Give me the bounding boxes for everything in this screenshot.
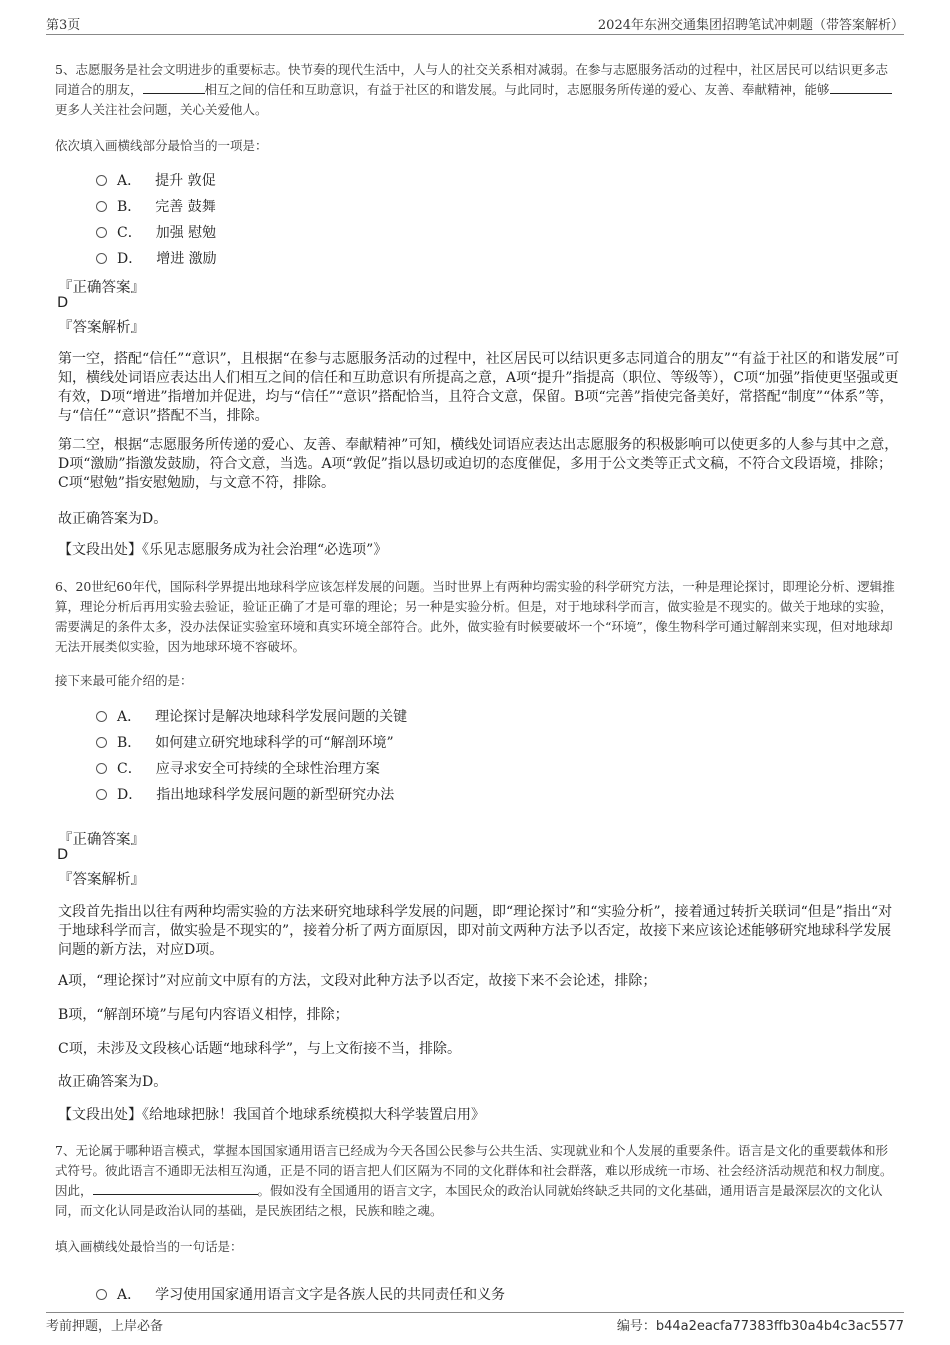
q5-instruction: 依次填入画横线部分最恰当的一项是： [55, 138, 268, 153]
q6-analysis-label: 『答案解析』 [58, 872, 145, 888]
q5-answer-label: 『正确答案』 [58, 280, 145, 296]
q6-option-c[interactable]: C． 应寻求安全可持续的全球性治理方案 [96, 758, 380, 778]
radio-icon[interactable] [96, 227, 107, 238]
footer-slogan: 考前押题，上岸必备 [46, 1319, 164, 1334]
question-6-text: 6、20世纪60年代，国际科学界提出地球科学应该怎样发展的问题。当时世界上有两种均需实验的科学研究方法，一种是理论探讨，即理论分析、逻辑推算，理论分析后再用实验去验证，验证正确了才是可靠的理论；另一种是实验分析。但是，对于地球科学而言，做实验是不现实的。做关于地球的实验，需要满足的条件太多，没办法保证实验室环境和真实环境全部符合。此外，做实验有时候要破坏一个“环境”，像生物科学可通过解剖来实现，但对地球却无法开展类似实验，因为地球环境不容破坏。 [55, 579, 895, 654]
question-5-text [55, 60, 895, 120]
q5-analysis-3: 故正确答案为D。 [58, 511, 168, 527]
q6-option-b[interactable]: B． 如何建立研究地球科学的可“解剖环境” [96, 732, 394, 752]
q5-option-b[interactable]: B． 完善 鼓舞 [96, 196, 216, 216]
q5-analysis-2: 第二空，根据“志愿服务所传递的爱心、友善、奉献精神”可知，横线处词语应表达出志愿服务的积极影响可以使更多的人参与其中之意，D项“激励”指激发鼓励，符合文意，当选。A项“敦促”指以恳切或迫切的态度催促，多用于公文类等正式文稿，不符合文段语境，排除；C项“慰勉”指安慰勉励，与文意不符，排除。 [58, 437, 899, 491]
q5-blank-2 [830, 81, 892, 94]
q7-instruction: 填入画横线处最恰当的一句话是： [55, 1239, 243, 1254]
q5-analysis-1: 第一空，搭配“信任”“意识”，且根据“在参与志愿服务活动的过程中，社区居民可以结识更多志同道合的朋友”“有益于社区的和谐发展”可知，横线处词语应表达出人们相互之间的信任和互助意识有所提高之意，A项“提升”指提高（职位、等级等），C项“加强”指使更坚强或更有效，D项“增进”指增加并促进，均与“信任”“意识”搭配恰当，且符合文意，保留。B项“完善”指使完备美好，常搭配“制度”“体系”等，与“信任”“意识”搭配不当，排除。 [58, 351, 900, 424]
q5-analysis-label: 『答案解析』 [58, 320, 145, 336]
radio-icon[interactable] [96, 737, 107, 748]
question-7-text [55, 1141, 895, 1221]
q5-part2: 相互之间的信任和互助意识，有益于社区的和谐发展。与此同时，志愿服务所传递的爱心、友善、奉献精神，能够 [204, 82, 830, 97]
q6-analysis-1: 文段首先指出以往有两种均需实验的方法来研究地球科学发展的问题，即“理论探讨”和“实验分析”，接着通过转折关联词“但是”指出“对于地球科学而言，做实验是不现实的”，接着分析了两方面原因，即对前文两种方法予以否定，故接下来应该论述能够研究地球科学发展问题的新方法，对应D项。 [58, 904, 893, 958]
q6-answer-label: 『正确答案』 [58, 832, 145, 848]
q6-analysis-5: 故正确答案为D。 [58, 1074, 168, 1090]
q6-answer: D [57, 847, 69, 863]
page-footer [46, 1312, 904, 1335]
q5-option-a[interactable]: A． 提升 敦促 [96, 170, 216, 190]
q7-option-a[interactable]: A． 学习使用国家通用语言文字是各族人民的共同责任和义务 [96, 1284, 505, 1304]
document-id-label: 编号： [616, 1319, 656, 1334]
q5-blank-1 [143, 81, 205, 94]
page-number: 第3页 [46, 18, 81, 33]
q5-option-d[interactable]: D． 增进 激励 [96, 248, 217, 268]
radio-icon[interactable] [96, 711, 107, 722]
q7-part2: 。假如没有全国通用的语言文字，本国民众的政治认同就始终缺乏共同的文化基础，通用语言是最深层次的文化认同，而文化认同是政治认同的基础，是民族团结之根，民族和睦之魂。 [55, 1183, 883, 1218]
document-id [617, 1315, 904, 1334]
q6-option-d[interactable]: D． 指出地球科学发展问题的新型研究办法 [96, 784, 394, 804]
radio-icon[interactable] [96, 201, 107, 212]
document-id-code: b44a2eacfa77383ffb30a4b4c3ac5577 [655, 1319, 904, 1334]
radio-icon[interactable] [96, 253, 107, 264]
radio-icon[interactable] [96, 175, 107, 186]
q5-part3: 更多人关注社会问题，关心关爱他人。 [55, 102, 268, 117]
q5-option-c[interactable]: C． 加强 慰勉 [96, 222, 216, 242]
document-title: 2024年东洲交通集团招聘笔试冲刺题（带答案解析） [597, 18, 904, 33]
q5-source: 【文段出处】《乐见志愿服务成为社会治理“必选项”》 [58, 542, 388, 558]
q7-blank [93, 1182, 258, 1195]
page-header [46, 12, 904, 35]
q6-instruction: 接下来最可能介绍的是： [55, 673, 193, 688]
q6-analysis-2: A项，“理论探讨”对应前文中原有的方法，文段对此种方法予以否定，故接下来不会论述，排除； [58, 973, 657, 989]
q7-part1: 7、无论属于哪种语言模式，掌握本国国家通用语言已经成为今天各国公民参与公共生活、实现就业和个人发展的重要条件。语言是文化的重要载体和形式符号。彼此语言不通即无法相互沟通，正是不同的语言把人们区隔为不同的文化群体和社会群落，难以形成统一市场、社会经济活动规范和权力制度。因此， [55, 1143, 893, 1198]
q5-part1: 5、志愿服务是社会文明进步的重要标志。快节奏的现代生活中，人与人的社交关系相对减弱。在参与志愿服务活动的过程中，社区居民可以结识更多志同道合的朋友， [55, 62, 888, 97]
q5-answer: D [57, 295, 69, 311]
q6-option-a[interactable]: A． 理论探讨是解决地球科学发展问题的关键 [96, 706, 407, 726]
radio-icon[interactable] [96, 763, 107, 774]
radio-icon[interactable] [96, 789, 107, 800]
q6-analysis-4: C项，未涉及文段核心话题“地球科学”，与上文衔接不当，排除。 [58, 1041, 462, 1057]
radio-icon[interactable] [96, 1289, 107, 1300]
q6-source: 【文段出处】《给地球把脉！我国首个地球系统模拟大科学装置启用》 [58, 1107, 485, 1123]
q6-analysis-3: B项，“解剖环境”与尾句内容语义相悖，排除； [58, 1007, 349, 1023]
